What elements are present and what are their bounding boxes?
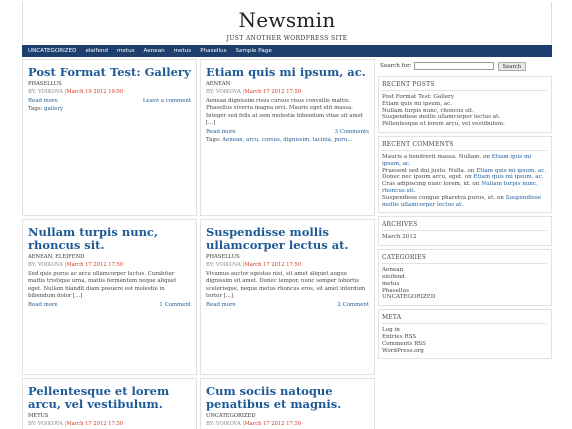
post-author: BY: VOIKOVA (28, 262, 63, 268)
nav-item-metus[interactable]: metus (116, 48, 135, 54)
post-grid (22, 59, 376, 429)
meta-link[interactable]: Log in (382, 327, 400, 334)
recent-comment (382, 195, 547, 209)
post-card (200, 378, 375, 429)
widget-title: RECENT POSTS (382, 81, 547, 91)
meta-link[interactable]: Comments RSS (382, 340, 426, 347)
post-card (22, 59, 197, 216)
post-date: March 17 2012 17:50 (66, 421, 124, 427)
comment-author: Suspendisse congue pharetra purus, et. (382, 194, 496, 201)
recent-comment (382, 154, 547, 168)
comment-on: on (464, 174, 472, 181)
read-more-link[interactable]: Read more (28, 301, 58, 308)
tags-label: Tags: (206, 136, 221, 143)
read-more-link[interactable]: Read more (28, 98, 58, 104)
post-categories[interactable]: UNCATEGORIZED (206, 413, 256, 419)
widget-title: CATEGORIES (382, 254, 547, 264)
main-navigation (22, 45, 552, 57)
post-card (22, 378, 197, 429)
nav-item-uncategorized[interactable]: UNCATEGORIZED (28, 48, 77, 54)
post-author: BY: VOIKOVA (28, 421, 63, 427)
archive-link[interactable]: March 2012 (382, 234, 417, 241)
widget-title: META (382, 314, 547, 324)
post-author: BY: VOIKOVA (206, 421, 241, 427)
comments-link[interactable]: 3 Comments (334, 128, 369, 135)
search-input[interactable] (414, 62, 494, 70)
site-tagline: JUST ANOTHER WORDPRESS SITE (226, 35, 348, 42)
widget-title: ARCHIVES (382, 221, 547, 231)
widget-title: RECENT COMMENTS (382, 141, 547, 151)
meta-link[interactable]: WordPress.org (382, 347, 424, 354)
post-title[interactable]: Cum sociis natoque penatibus et magnis. (206, 384, 342, 411)
category-link[interactable]: metus (382, 280, 400, 287)
post-categories[interactable]: AENEAN, ELEIFEND (28, 254, 85, 260)
post-meta: BY: VOIKOVA |March 17 2012 17:50 (206, 89, 302, 95)
post-footer (206, 129, 369, 135)
comments-link[interactable]: 1 Comment (159, 301, 191, 308)
post-excerpt: Vivamus auctor egestas nisi, sit amet aliquet augue dignissim sit amet. Donec tempor, nunc semper lobortis scelerisque, neque metus rhoncus eros, sit amet interdum tortor [...] (206, 271, 366, 300)
recent-post-link[interactable]: Nullam turpis nunc, rhoncus sit. (382, 107, 474, 114)
recent-post-link[interactable]: Post Format Test: Gallery (382, 94, 454, 100)
comment-author: Cras adipiscing nunc lorem, id. (382, 181, 471, 188)
post-card (200, 219, 375, 375)
post-tags (206, 137, 369, 143)
tags-label: Tags: (28, 106, 43, 112)
category-link[interactable]: Aenean (382, 267, 404, 274)
post-date: March 17 2012 17:50 (66, 262, 124, 268)
post-date: March 17 2012 17:50 (244, 421, 302, 427)
post-excerpt: Aenean dignissim risus cursus risus convallis mattis. Phasellus viverra magna orci. Mauris eget elit massa. Integer sed felis at sem molestie bibendum vitae sit amet [...] (206, 98, 363, 127)
nav-item-phasellus[interactable]: Phasellus (200, 48, 227, 54)
comment-author: Mauris a hendrerit massa. Nullam. (382, 153, 482, 160)
comment-post-link[interactable]: Etiam quis mi ipsum, ac. (382, 153, 532, 167)
post-date: March 19 2012 19:00 (66, 89, 124, 95)
post-author: BY: VOIKOVA (28, 89, 63, 95)
category-link[interactable]: eleifend (382, 273, 405, 280)
comments-link[interactable]: Leave a comment (142, 98, 191, 104)
site-header (22, 2, 552, 44)
post-categories[interactable]: METUS (28, 413, 49, 419)
recent-post-link[interactable]: Etiam quis mi ipsum, ac. (382, 100, 452, 107)
comment-on: on (483, 153, 490, 160)
post-author: BY: VOIKOVA (206, 262, 241, 268)
comment-post-link[interactable]: Nullam turpis nunc, rhoncus sit. (382, 181, 538, 194)
tag-links[interactable]: Aenean, arcu, cursus, dignissim, lacinia, puru... (222, 136, 353, 143)
post-meta: BY: VOIKOVA |March 17 2012 17:50 (206, 262, 302, 268)
post-title[interactable]: Nullam turpis nunc, rhoncus sit. (28, 225, 158, 252)
comment-on: on (467, 167, 475, 174)
read-more-link[interactable]: Read more (206, 301, 236, 308)
site-title[interactable]: Newsmin (238, 8, 336, 32)
post-footer (28, 302, 191, 308)
post-meta: BY: VOIKOVA |March 17 2012 17:50 (206, 421, 302, 427)
category-link[interactable]: Phasellus (382, 287, 409, 294)
comments-link[interactable]: 2 Comment (337, 301, 369, 308)
category-link[interactable]: UNCATEGORIZED (382, 294, 436, 301)
search-form (378, 59, 552, 73)
search-button[interactable]: Search (498, 62, 526, 71)
search-label: Search for: (380, 63, 412, 69)
post-meta: BY: VOIKOVA |March 19 2012 19:00 (28, 89, 124, 95)
nav-item-aenean[interactable]: Aenean (143, 48, 165, 54)
categories-widget (378, 249, 552, 306)
recent-posts-widget (378, 76, 552, 133)
recent-post-link[interactable]: Suspendisse mollis ullamcorper lectus at. (382, 114, 501, 121)
archives-widget (378, 216, 552, 246)
post-title[interactable]: Post Format Test: Gallery (28, 65, 191, 79)
post-title[interactable]: Etiam quis mi ipsum, ac. (206, 65, 366, 79)
comment-post-link[interactable]: Suspendisse mollis ullamcorper lectus at. (382, 194, 541, 208)
post-meta: BY: VOIKOVA |March 17 2012 17:50 (28, 421, 124, 427)
post-title[interactable]: Pellentesque et lorem arcu, vel vestibulum. (28, 384, 170, 411)
recent-comments-widget (378, 136, 552, 213)
post-tags (28, 106, 191, 112)
sidebar (378, 59, 552, 429)
nav-item-metus-2[interactable]: metus (173, 48, 192, 54)
post-card (22, 219, 197, 375)
comment-author: Donec nec ipsum arcu, eget. (382, 174, 463, 181)
post-excerpt: Sed quis purus ac arcu ullamcorper luctus. Curabitur mattis tristique urna, mattis fermentum neque aliquet eget. Nullam blandit diam posuere est molestie in bibendum dolor [...] (28, 271, 177, 300)
post-title[interactable]: Suspendisse mollis ullamcorper lectus at. (206, 225, 349, 252)
post-author: BY: VOIKOVA (206, 89, 241, 95)
recent-comment (382, 181, 547, 195)
post-date: March 17 2012 17:50 (244, 262, 302, 268)
read-more-link[interactable]: Read more (206, 128, 236, 135)
post-footer (206, 302, 369, 308)
comment-on: on (496, 194, 504, 201)
recent-comment (382, 174, 547, 181)
post-card (200, 59, 375, 216)
post-footer (28, 98, 191, 104)
tag-links[interactable]: gallery (44, 106, 64, 112)
post-date: March 17 2012 17:50 (244, 89, 302, 95)
post-categories[interactable]: PHASELLUS (206, 254, 240, 260)
comment-on: on (472, 181, 480, 188)
meta-widget (378, 309, 552, 359)
nav-item-eleifend[interactable]: eleifend (85, 48, 108, 54)
post-meta: BY: VOIKOVA |March 17 2012 17:50 (28, 262, 124, 268)
recent-post-link[interactable]: Pellentesque et lorem arcu, vel vestibulum. (382, 121, 505, 128)
recent-comment (382, 168, 547, 175)
comment-post-link[interactable]: Etiam quis mi ipsum, ac. (476, 167, 547, 174)
meta-link[interactable]: Entries RSS (382, 333, 417, 340)
comment-author: Praesent sed dui justo. Nulla. (382, 167, 466, 174)
post-categories[interactable]: PHASELLUS (28, 81, 62, 87)
post-categories[interactable]: AENEAN (206, 81, 231, 87)
nav-item-sample-page[interactable]: Sample Page (235, 48, 272, 54)
comment-post-link[interactable]: Etiam quis mi ipsum, ac. (473, 174, 544, 181)
